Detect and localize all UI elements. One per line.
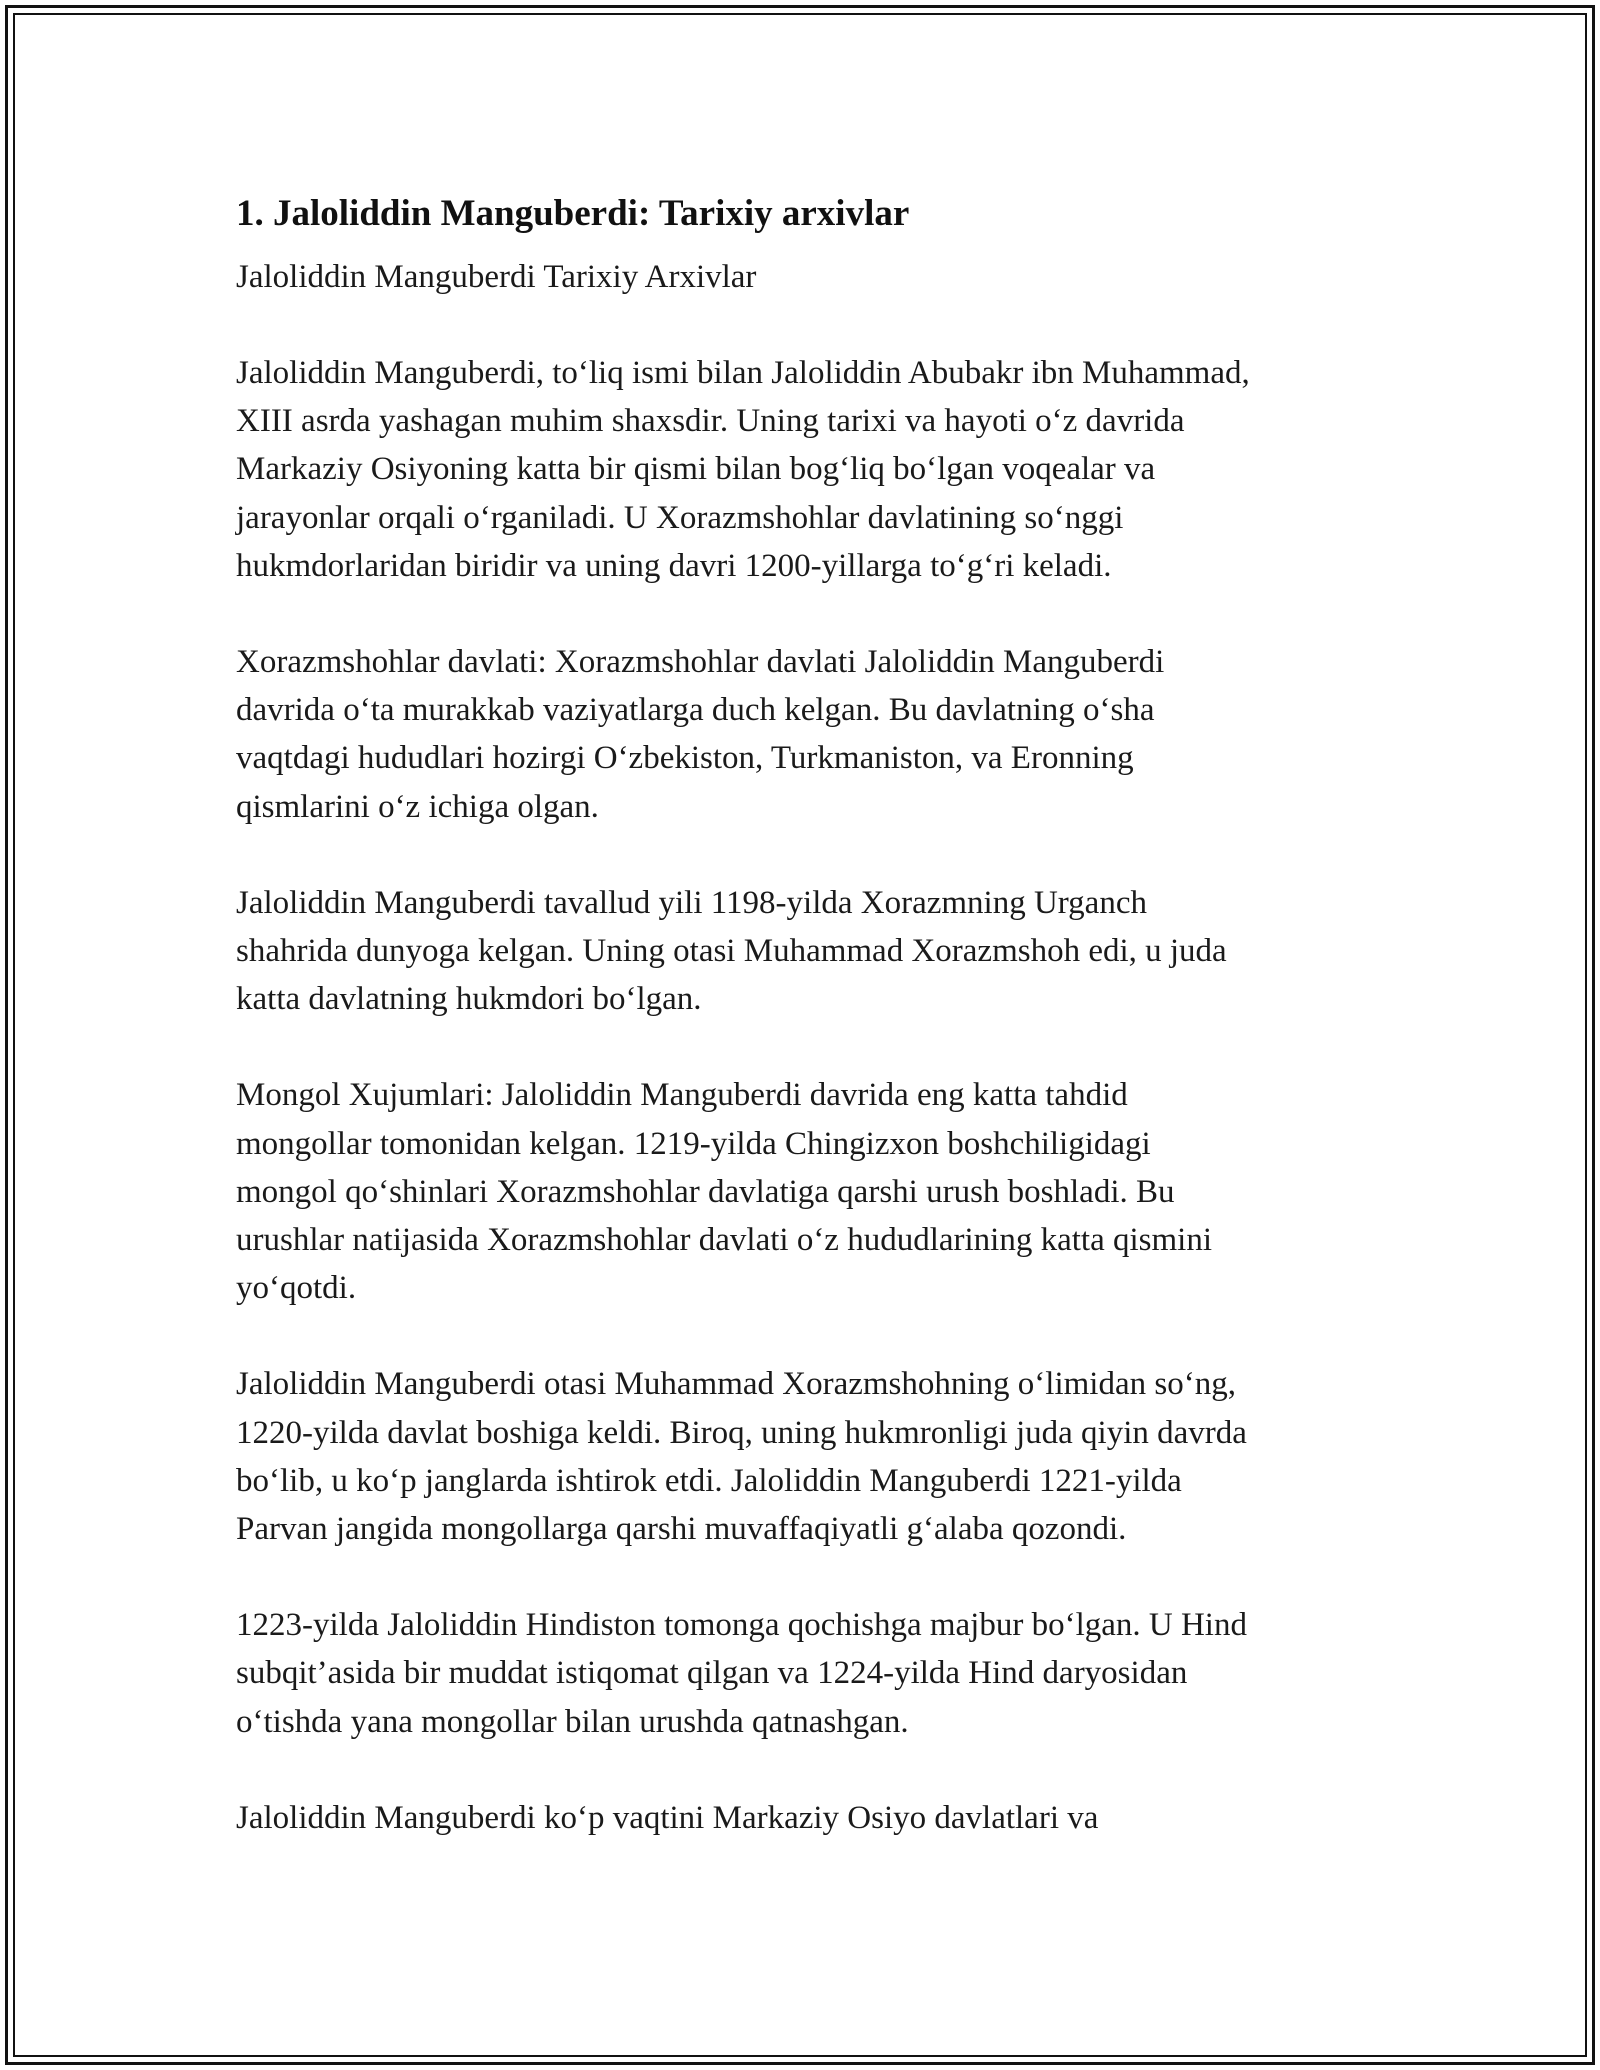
paragraph-line: XIII asrda yashagan muhim shaxsdir. Uning tarixi va hayoti o‘z davrida (236, 403, 1185, 440)
paragraph-line: vaqtdagi hududlari hozirgi O‘zbekiston, Turkmaniston, va Eronning (236, 740, 1134, 777)
section-heading: 1. Jaloliddin Manguberdi: Tarixiy arxivlar (236, 193, 910, 234)
document-body (236, 349, 1426, 1842)
body-paragraph (236, 879, 1426, 1024)
paragraph-line: Parvan jangida mongollarga qarshi muvaffaqiyatli g‘alaba qozondi. (236, 1511, 1127, 1548)
body-paragraph (236, 1360, 1426, 1553)
document-title: Jaloliddin Manguberdi Tarixiy Arxivlar (236, 259, 757, 295)
paragraph-line: o‘tishda yana mongollar bilan urushda qatnashgan. (236, 1703, 909, 1740)
paragraph-line: qismlarini o‘z ichiga olgan. (236, 788, 599, 825)
paragraph-line: yo‘qotdi. (236, 1270, 357, 1307)
paragraph-line: 1220-yilda davlat boshiga keldi. Biroq, uning hukmronligi juda qiyin davrda (236, 1414, 1247, 1451)
paragraph-line: Jaloliddin Manguberdi otasi Muhammad Xorazmshohning o‘limidan so‘ng, (236, 1366, 1236, 1403)
body-paragraph (236, 349, 1426, 590)
body-paragraph (236, 1794, 1426, 1842)
body-paragraph (236, 638, 1426, 831)
paragraph-line: urushlar natijasida Xorazmshohlar davlati o‘z hududlarining katta qismini (236, 1222, 1212, 1259)
paragraph-line: mongollar tomonidan kelgan. 1219-yilda Chingizxon boshchiligidagi (236, 1125, 1151, 1162)
paragraph-line: jarayonlar orqali o‘rganiladi. U Xorazmshohlar davlatining so‘nggi (236, 499, 1124, 536)
paragraph-line: hukmdorlaridan biridir va uning davri 1200-yillarga to‘g‘ri keladi. (236, 547, 1112, 584)
paragraph-line: Jaloliddin Manguberdi ko‘p vaqtini Markaziy Osiyo davlatlari va (236, 1799, 1099, 1836)
paragraph-line: bo‘lib, u ko‘p janglarda ishtirok etdi. Jaloliddin Manguberdi 1221-yilda (236, 1462, 1182, 1499)
paragraph-line: 1223-yilda Jaloliddin Hindiston tomonga qochishga majbur bo‘lgan. U Hind (236, 1607, 1247, 1644)
paragraph-line: Jaloliddin Manguberdi, to‘liq ismi bilan Jaloliddin Abubakr ibn Muhammad, (236, 355, 1250, 391)
paragraph-line: Jaloliddin Manguberdi tavallud yili 1198-yilda Xorazmning Urganch (236, 884, 1147, 921)
paragraph-line: Mongol Xujumlari: Jaloliddin Manguberdi davrida eng katta tahdid (236, 1077, 1128, 1114)
paragraph-line: shahrida dunyoga kelgan. Uning otasi Muhammad Xorazmshoh edi, u juda (236, 933, 1227, 970)
body-paragraph (236, 1601, 1426, 1746)
paragraph-line: katta davlatning hukmdori bo‘lgan. (236, 981, 702, 1018)
paragraph-line: mongol qo‘shinlari Xorazmshohlar davlatiga qarshi urush boshladi. Bu (236, 1173, 1175, 1210)
paragraph-line: Xorazmshohlar davlati: Xorazmshohlar davlati Jaloliddin Manguberdi (236, 644, 1165, 681)
body-paragraph (236, 1071, 1426, 1312)
paragraph-line: Markaziy Osiyoning katta bir qismi bilan bog‘liq bo‘lgan voqealar va (236, 451, 1156, 488)
paragraph-line: davrida o‘ta murakkab vaziyatlarga duch kelgan. Bu davlatning o‘sha (236, 692, 1155, 729)
document-page (236, 186, 1426, 1842)
paragraph-line: subqit’asida bir muddat istiqomat qilgan va 1224-yilda Hind daryosidan (236, 1655, 1188, 1692)
